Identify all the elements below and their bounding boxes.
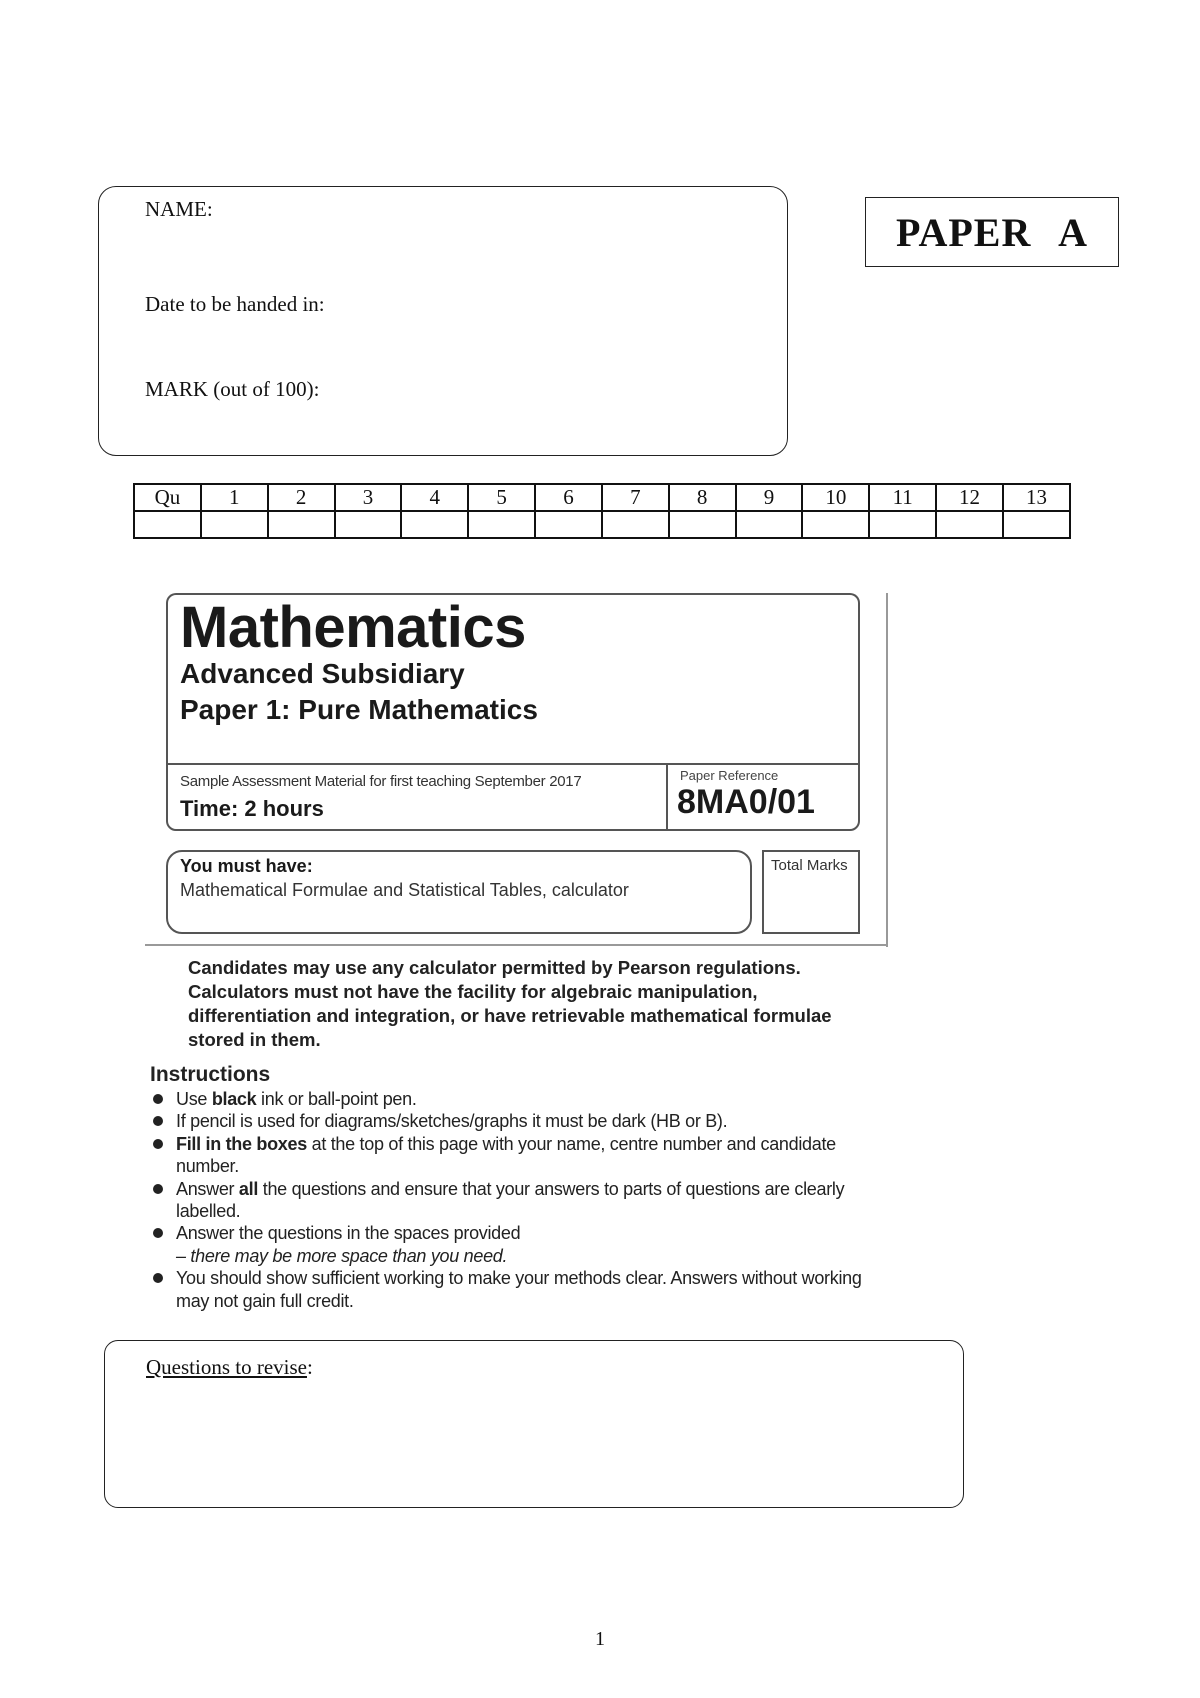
instruction-item [150, 1222, 880, 1267]
table-mark-cell-2[interactable] [268, 511, 335, 538]
table-header-question-11: 11 [869, 484, 936, 511]
table-mark-cell-9[interactable] [736, 511, 803, 538]
mark-label: MARK (out of 100): [145, 377, 320, 401]
table-mark-cell-3[interactable] [335, 511, 402, 538]
table-mark-cell-11[interactable] [869, 511, 936, 538]
instruction-emphasis: all [238, 1178, 259, 1199]
paper-reference-label: Paper Reference [680, 768, 779, 783]
instruction-item [150, 1110, 880, 1132]
revise-label-text: Questions to revise [146, 1355, 307, 1379]
paper-reference-code: 8MA0/01 [677, 783, 815, 821]
table-mark-cell-8[interactable] [669, 511, 736, 538]
table-header-question-1: 1 [201, 484, 268, 511]
total-marks-label: Total Marks [771, 857, 848, 874]
instruction-item [150, 1133, 880, 1178]
instruction-text: ink or ball-point pen. [256, 1089, 417, 1109]
table-header-question-10: 10 [802, 484, 869, 511]
instruction-text: at the top of this page with your name, centre number and candidate number. [176, 1133, 836, 1177]
table-marks-row [134, 511, 1070, 538]
cover-level: Advanced Subsidiary [180, 658, 465, 689]
table-header-question-5: 5 [468, 484, 535, 511]
table-header-question-4: 4 [401, 484, 468, 511]
must-have-items: Mathematical Formulae and Statistical Tables, calculator [180, 880, 629, 900]
table-marks-label-cell [134, 511, 201, 538]
instruction-text: the questions and ensure that your answers to parts of questions are clearly labelled. [176, 1178, 845, 1222]
student-info-box [98, 186, 788, 456]
cover-divider [666, 763, 668, 831]
table-header-question-7: 7 [602, 484, 669, 511]
date-label: Date to be handed in: [145, 292, 325, 316]
instruction-text: Answer [176, 1178, 239, 1199]
table-mark-cell-13[interactable] [1003, 511, 1070, 538]
table-header-question-13: 13 [1003, 484, 1070, 511]
revise-label-suffix: : [306, 1355, 313, 1379]
questions-to-revise-label [146, 1355, 313, 1380]
instruction-emphasis: Fill in the boxes [176, 1133, 307, 1154]
sample-note: Sample Assessment Material for first teaching September 2017 [180, 773, 582, 790]
candidates-note: Candidates may use any calculator permitted by Pearson regulations. Calculators must not have the facility for algebraic manipulation, differentiation and integration, or have retrievable mathematical formulae stored in them. [188, 957, 832, 1050]
instruction-text: Use [176, 1089, 212, 1109]
instructions-heading: Instructions [150, 1063, 271, 1086]
table-header-question-2: 2 [268, 484, 335, 511]
cover-edge [886, 593, 888, 947]
question-marks-table [133, 483, 1071, 539]
cover-subject: Mathematics [180, 595, 526, 660]
cover-edge [145, 944, 888, 946]
table-mark-cell-12[interactable] [936, 511, 1003, 538]
instruction-text: You should show sufficient working to make your methods clear. Answers without working may not gain full credit. [176, 1268, 862, 1311]
table-header-question-9: 9 [736, 484, 803, 511]
table-mark-cell-10[interactable] [802, 511, 869, 538]
table-header-row [134, 484, 1070, 511]
exam-time: Time: 2 hours [180, 796, 324, 821]
table-header-question-6: 6 [535, 484, 602, 511]
instruction-emphasis: black [211, 1089, 257, 1109]
paper-tag: PAPER A [865, 197, 1119, 267]
instruction-item [150, 1088, 880, 1110]
table-header-question-8: 8 [669, 484, 736, 511]
table-header-question-12: 12 [936, 484, 1003, 511]
cover-paper: Paper 1: Pure Mathematics [180, 694, 538, 725]
table-mark-cell-6[interactable] [535, 511, 602, 538]
must-have-heading: You must have: [180, 856, 313, 876]
instruction-item [150, 1178, 880, 1223]
table-header-question-3: 3 [335, 484, 402, 511]
instructions-list [150, 1088, 880, 1312]
instruction-text: Answer the questions in the spaces provided [176, 1223, 521, 1244]
table-mark-cell-4[interactable] [401, 511, 468, 538]
instruction-text: If pencil is used for diagrams/sketches/graphs it must be dark (HB or B). [176, 1111, 728, 1132]
table-mark-cell-7[interactable] [602, 511, 669, 538]
name-label: NAME: [145, 197, 213, 221]
instruction-italic-note: – there may be more space than you need. [176, 1245, 508, 1266]
table-header-qu: Qu [134, 484, 201, 511]
page-number: 1 [595, 1628, 605, 1650]
instruction-item [150, 1267, 880, 1312]
table-mark-cell-5[interactable] [468, 511, 535, 538]
table-mark-cell-1[interactable] [201, 511, 268, 538]
